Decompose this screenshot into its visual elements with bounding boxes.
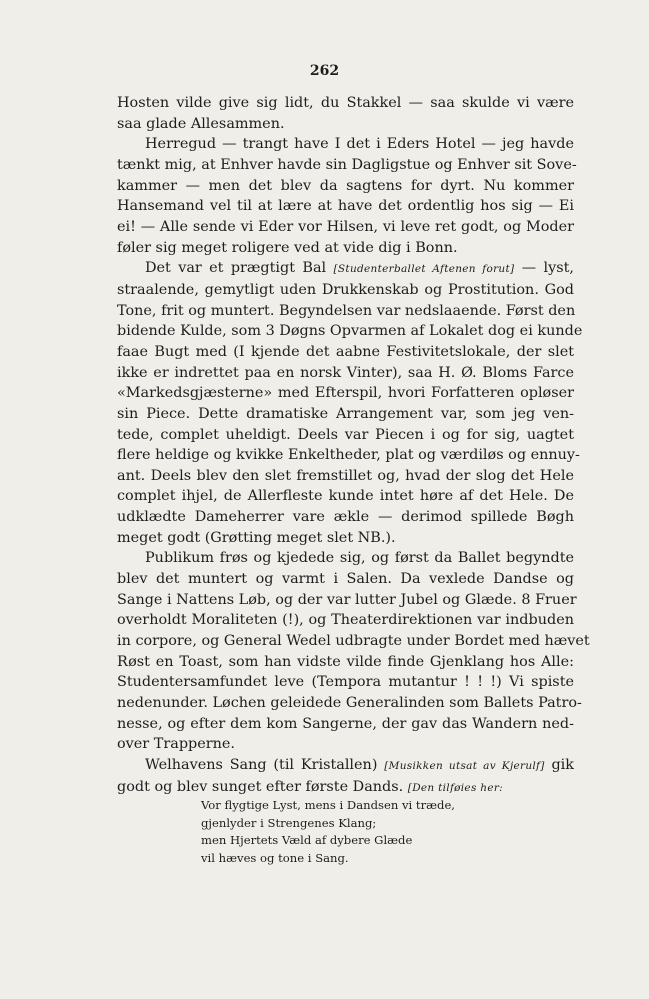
text-segment: Det var et prægtigt Bal [145, 260, 327, 277]
text-line [117, 258, 574, 280]
text-line: ikke er indrettet paa en norsk Vinter), saa H. Ø. Bloms Farce [117, 364, 574, 381]
poem-line: Vor flygtige Lyst, mens i Dandsen vi træde, [201, 798, 455, 812]
text-line: overholdt Moraliteten (!), og Theaterdirektionen var indbuden [117, 612, 574, 629]
text-line: nesse, og efter dem kom Sangerne, der gav das Wandern ned- [117, 715, 574, 732]
text-line: straalende, gemytligt uden Drukkenskab og Prostitution. God [117, 281, 574, 298]
text-line: meget godt (Grøtting meget slet NB.). [117, 529, 396, 546]
text-line: over Trapperne. [117, 736, 235, 753]
text-line: ei! — Alle sende vi Eder vor Hilsen, vi leve ret godt, og Moder [117, 218, 574, 235]
text-line [117, 755, 574, 777]
text-line: tede, complet uheldigt. Deels var Piecen i og for sig, uagtet [117, 426, 574, 443]
text-line: in corpore, og General Wedel udbragte under Bordet med hævet [117, 633, 590, 650]
text-line: Tone, frit og muntert. Begyndelsen var nedslaaende. Først den [117, 302, 576, 319]
text-line: Røst en Toast, som han vidste vilde finde Gjenklang hos Alle: [117, 653, 574, 670]
editorial-note: [Studenterballet Aftenen forut] [333, 263, 515, 276]
text-segment: gik [551, 757, 575, 773]
text-line: complet ihjel, de Allerfleste kunde intet høre af det Hele. De [117, 488, 574, 505]
text-line: blev det muntert og varmt i Salen. Da vexlede Dandse og [117, 571, 574, 588]
text-line: Studentersamfundet leve (Tempora mutantur ! ! !) Vi spiste [117, 674, 574, 691]
editorial-note: [Musikken utsat av Kjerulf] [384, 760, 545, 772]
poem-line: men Hjertets Væld af dybere Glæde [201, 833, 413, 848]
poem-block [201, 797, 455, 867]
text-line: føler sig meget roligere ved at vide dig i Bonn. [117, 239, 458, 256]
text-line: faae Bugt med (I kjende det aabne Festivitetslokale, der slet [117, 343, 574, 360]
text-segment: Welhavens Sang (til Kristallen) [145, 757, 378, 773]
text-line: Herregud — trangt have I det i Eders Hotel — jeg havde [145, 136, 574, 153]
text-line: kammer — men det blev da sagtens for dyrt. Nu kommer [117, 177, 574, 194]
text-line: sin Piece. Dette dramatiske Arrangement var, som jeg ven- [117, 405, 574, 422]
text-line: Hansemand vel til at lære at have det ordentlig hos sig — Ei [117, 198, 574, 215]
text-line: ant. Deels blev den slet fremstillet og, hvad der slog det Hele [117, 467, 574, 484]
poem-line: gjenlyder i Strengenes Klang; [201, 815, 377, 830]
text-line: nedenunder. Løchen geleidede Generalinden som Ballets Patro- [117, 695, 582, 712]
text-segment: — lyst, [521, 260, 575, 277]
poem-line: vil hæves og tone i Sang. [201, 850, 349, 865]
body-text [117, 93, 590, 798]
text-line: saa glade Allesammen. [117, 115, 285, 132]
text-line: Sange i Nattens Løb, og der var lutter Jubel og Glæde. 8 Fruer [117, 591, 577, 608]
text-line: flere heldige og kvikke Enkeltheder, plat og værdiløs og ennuy- [117, 447, 580, 464]
text-line: bidende Kulde, som 3 Døgns Opvarmen af Lokalet dog ei kunde [117, 323, 583, 340]
text-line: Hosten vilde give sig lidt, du Stakkel — saa skulde vi være [117, 95, 574, 111]
text-line: udklædte Dameherrer vare ækle — derimod spillede Bøgh [117, 509, 574, 526]
text-segment: godt og blev sunget efter første Dands. [117, 778, 404, 795]
text-line: tænkt mig, at Enhver havde sin Dagligstue og Enhver sit Sove- [117, 156, 577, 173]
text-line [117, 777, 574, 799]
text-line: Publikum frøs og kjedede sig, og først da Ballet begyndte [145, 550, 574, 567]
page-number: 262 [309, 63, 340, 79]
text-line: «Markedsgjæsterne» med Efterspil, hvori Forfatteren opløser [117, 385, 574, 402]
editorial-note: [Den tilføies her: [407, 781, 504, 794]
